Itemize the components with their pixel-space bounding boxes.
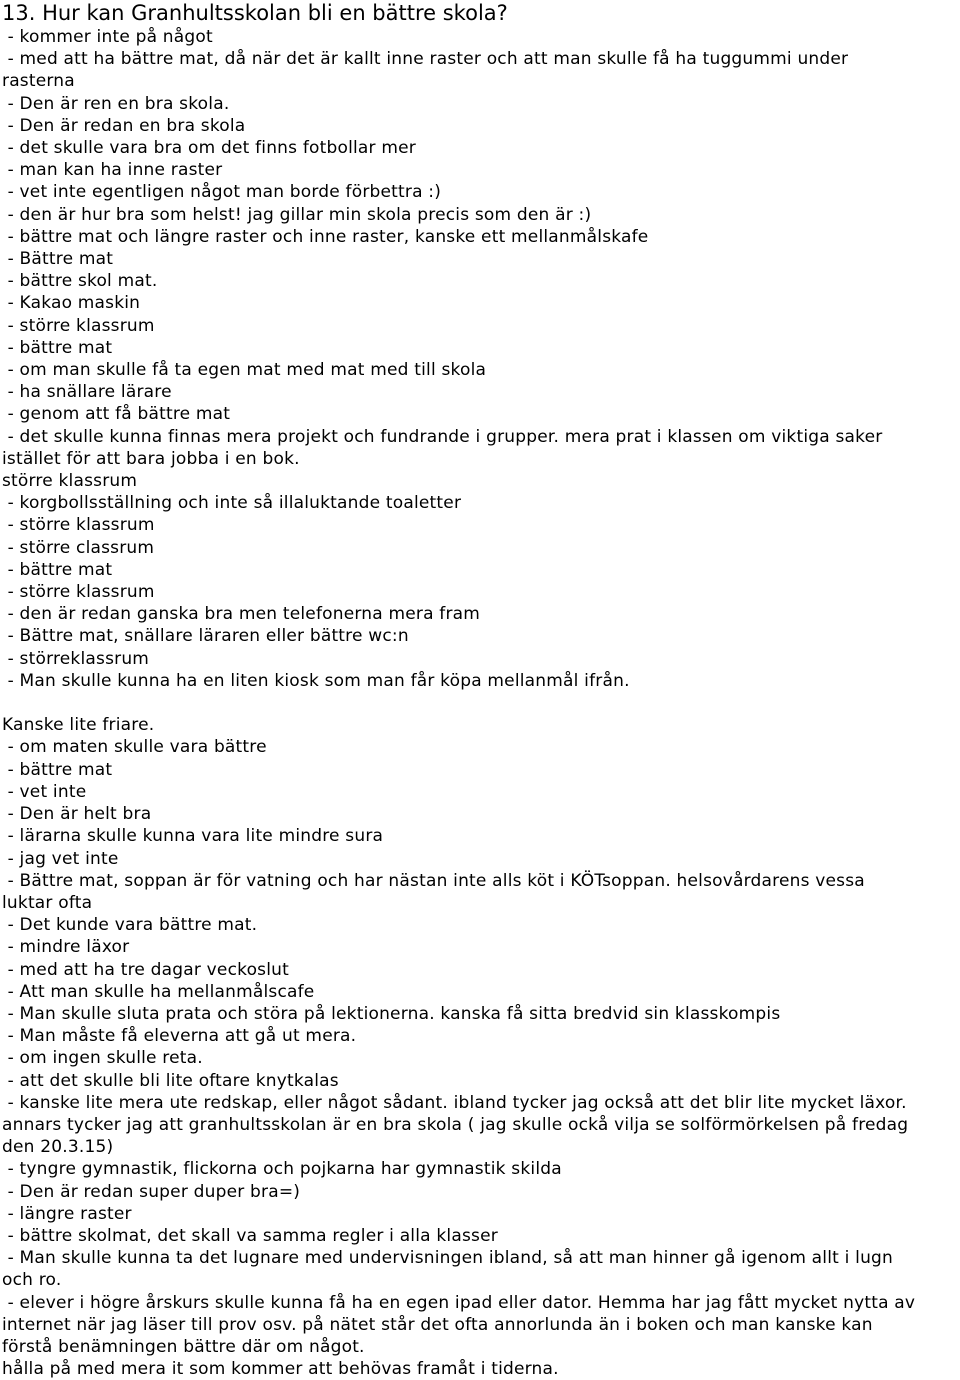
answer-line: - större klassrum <box>2 515 155 536</box>
answer-line: annars tycker jag att granhultsskolan är en bra skola ( jag skulle ockå vilja se solförmörkelsen på fredag <box>2 1114 909 1135</box>
answer-line: - man kan ha inne raster <box>2 160 223 181</box>
answer-line: - större klassrum <box>2 315 155 336</box>
answer-line: - Den är ren en bra skola. <box>2 93 230 114</box>
answer-line: - det skulle vara bra om det finns fotbollar mer <box>2 138 416 159</box>
answer-line: - att det skulle bli lite oftare knytkalas <box>2 1070 339 1091</box>
answer-line: - Det kunde vara bättre mat. <box>2 915 258 936</box>
answer-line: - bättre mat och längre raster och inne raster, kanske ett mellanmålskafe <box>2 226 649 247</box>
answer-line: - det skulle kunna finnas mera projekt och fundrande i grupper. mera prat i klassen om viktiga saker <box>2 426 883 447</box>
answer-line: - störreklassrum <box>2 648 150 669</box>
answer-line: - kommer inte på något <box>2 27 213 47</box>
answer-line: förstå benämningen bättre där om något. <box>2 1336 365 1357</box>
answer-line: och ro. <box>2 1270 62 1291</box>
answer-list <box>2 26 958 1380</box>
answer-line: - Man skulle kunna ta det lugnare med undervisningen ibland, så att man hinner gå igenom allt i lugn <box>2 1248 894 1269</box>
answer-line: - om man skulle få ta egen mat med mat med till skola <box>2 360 487 381</box>
answer-line: - längre raster <box>2 1203 132 1224</box>
answer-line: - korgbollsställning och inte så illaluktande toaletter <box>2 493 462 514</box>
answer-line: - Kakao maskin <box>2 293 141 314</box>
answer-line: - jag vet inte <box>2 848 119 869</box>
question-heading: 13. Hur kan Granhultsskolan bli en bättre skola? <box>2 1 508 25</box>
answer-line: - bättre mat <box>2 559 113 580</box>
answer-line: istället för att bara jobba i en bok. <box>2 448 300 469</box>
answer-line: internet när jag läser till prov osv. på nätet står det ofta annorlunda än i boken och man kanske kan <box>2 1314 873 1335</box>
answer-line: hålla på med mera it som kommer att behövas framåt i tiderna. <box>2 1359 559 1380</box>
answer-line: - Bättre mat <box>2 249 114 270</box>
answer-line: - bättre mat <box>2 759 113 780</box>
answer-line: luktar ofta <box>2 892 93 913</box>
answer-line: den 20.3.15) <box>2 1137 114 1158</box>
answer-line: - Den är redan super duper bra=) <box>2 1181 301 1202</box>
answer-line: - Man måste få eleverna att gå ut mera. <box>2 1026 357 1047</box>
blank-line <box>2 692 958 714</box>
answer-line: - vet inte <box>2 781 87 802</box>
answer-line: - Bättre mat, soppan är för vatning och har nästan inte alls köt i KÖTsoppan. helsovårdarens vessa <box>2 870 865 891</box>
answer-line: - större klassrum <box>2 582 155 603</box>
answer-line: - större classrum <box>2 537 155 558</box>
answer-line: - om maten skulle vara bättre <box>2 737 267 758</box>
answer-line: - Den är redan en bra skola <box>2 115 246 136</box>
answer-line: - Man skulle kunna ha en liten kiosk som man får köpa mellanmål ifrån. <box>2 670 630 691</box>
answer-line: - mindre läxor <box>2 937 130 958</box>
answer-line: - med att ha tre dagar veckoslut <box>2 959 289 980</box>
answer-line: - ha snällare lärare <box>2 382 172 403</box>
answer-line: - vet inte egentligen något man borde förbettra :) <box>2 182 442 203</box>
answer-line: - om ingen skulle reta. <box>2 1048 203 1069</box>
answer-line: - Man skulle sluta prata och störa på lektionerna. kanska få sitta bredvid sin klasskompis <box>2 1003 781 1024</box>
answer-line: - Den är helt bra <box>2 804 152 825</box>
answer-line: - tyngre gymnastik, flickorna och pojkarna har gymnastik skilda <box>2 1159 562 1180</box>
answer-line: - den är redan ganska bra men telefonerna mera fram <box>2 604 481 625</box>
answer-line: - bättre mat <box>2 337 113 358</box>
answer-line: - med att ha bättre mat, då när det är kallt inne raster och att man skulle få ha tuggummi under <box>2 49 849 70</box>
answer-line: större klassrum <box>2 471 138 492</box>
answer-line: - elever i högre årskurs skulle kunna få ha en egen ipad eller dator. Hemma har jag fått mycket nytta av <box>2 1292 916 1313</box>
answer-line: rasterna <box>2 71 75 92</box>
answer-line: - Att man skulle ha mellanmålscafe <box>2 981 315 1002</box>
answer-line: - genom att få bättre mat <box>2 404 231 425</box>
answer-line: - den är hur bra som helst! jag gillar min skola precis som den är :) <box>2 204 592 225</box>
answer-line: - bättre skol mat. <box>2 271 158 292</box>
answer-line: - Bättre mat, snällare läraren eller bättre wc:n <box>2 626 409 647</box>
answer-line: - kanske lite mera ute redskap, eller något sådant. ibland tycker jag också att det blir lite mycket läxor. <box>2 1092 907 1113</box>
answer-line: - bättre skolmat, det skall va samma regler i alla klasser <box>2 1225 498 1246</box>
answer-line: - lärarna skulle kunna vara lite mindre sura <box>2 826 384 847</box>
answer-line: Kanske lite friare. <box>2 715 155 736</box>
